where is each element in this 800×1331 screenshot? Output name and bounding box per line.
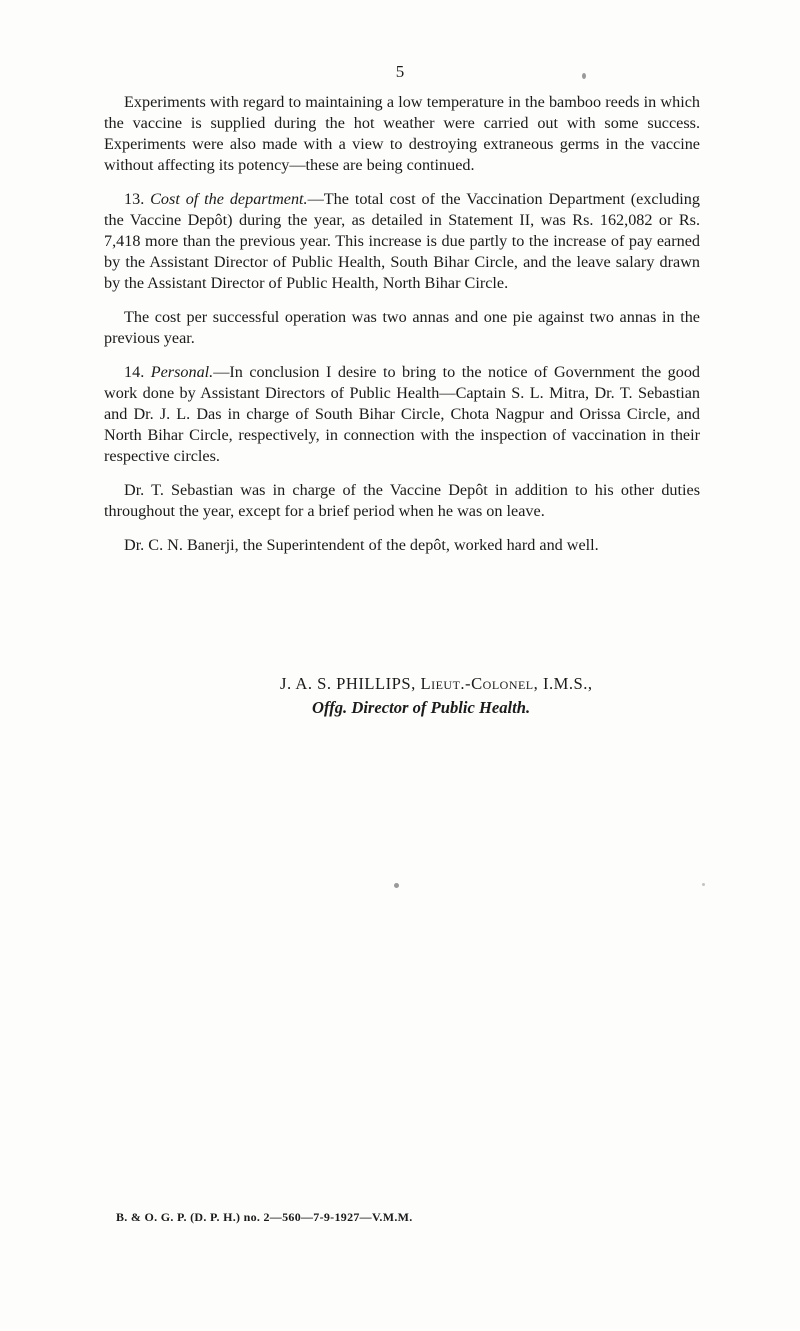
signature-block — [280, 672, 760, 720]
page-number: 5 — [395, 62, 405, 81]
paragraph-banerji: Dr. C. N. Banerji, the Superintendent of the depôt, worked hard and well. — [124, 536, 599, 554]
signatory-service: I.M.S., — [542, 674, 593, 693]
ink-speck — [394, 883, 399, 888]
paragraph-personal — [104, 362, 700, 467]
paragraph-cost-of-department — [104, 189, 700, 294]
ink-speck — [702, 883, 705, 886]
signatory-title: Offg. Director of Public Health. — [312, 698, 531, 717]
section-number-13: 13. — [124, 190, 145, 208]
paragraph-sebastian: Dr. T. Sebastian was in charge of the Vaccine Depôt in addition to his other duties throughout the year, except for a brief period when he was on leave. — [104, 481, 700, 520]
printer-imprint: B. & O. G. P. (D. P. H.) no. 2—560—7-9-1927—V.M.M. — [116, 1210, 413, 1224]
body-text — [104, 92, 700, 556]
paragraph-experiments: Experiments with regard to maintaining a low temperature in the bamboo reeds in which the vaccine is supplied during the hot weather were carried out with some success. Experiments were also made with a view to destroying extraneous germs in the vaccine without affecting its potency—these are being continued. — [104, 93, 700, 174]
section-body-cost: —The total cost of the Vaccination Department (excluding the Vaccine Depôt) during the year, as detailed in Statement II, was Rs. 162,082 or Rs. 7,418 more than the previous year. This increase is due partly to the increase of pay earned by the Assistant Director of Public Health, South Bihar Circle, and the leave salary drawn by the Assistant Director of Public Health, North Bihar Circle. — [104, 190, 700, 292]
section-body-personal: —In conclusion I desire to bring to the notice of Government the good work done by Assistant Directors of Public Health—Captain S. L. Mitra, Dr. T. Sebastian and Dr. J. L. Das in charge of South Bihar Circle, Chota Nagpur and Orissa Circle, and North Bihar Circle, respectively, in connection with the inspection of vaccination in their respective circles. — [104, 363, 701, 465]
signatory-line — [280, 672, 760, 696]
section-number-14: 14. — [124, 363, 145, 381]
ink-speck — [582, 73, 586, 79]
section-heading-cost: Cost of the department. — [150, 190, 308, 208]
signatory-name: J. A. S. PHILLIPS, — [280, 674, 416, 693]
paragraph-cost-per-operation: The cost per successful operation was two annas and one pie against two annas in the previous year. — [104, 308, 700, 347]
signatory-rank: Lieut.-Colonel, — [420, 674, 539, 693]
section-heading-personal: Personal. — [150, 363, 214, 381]
